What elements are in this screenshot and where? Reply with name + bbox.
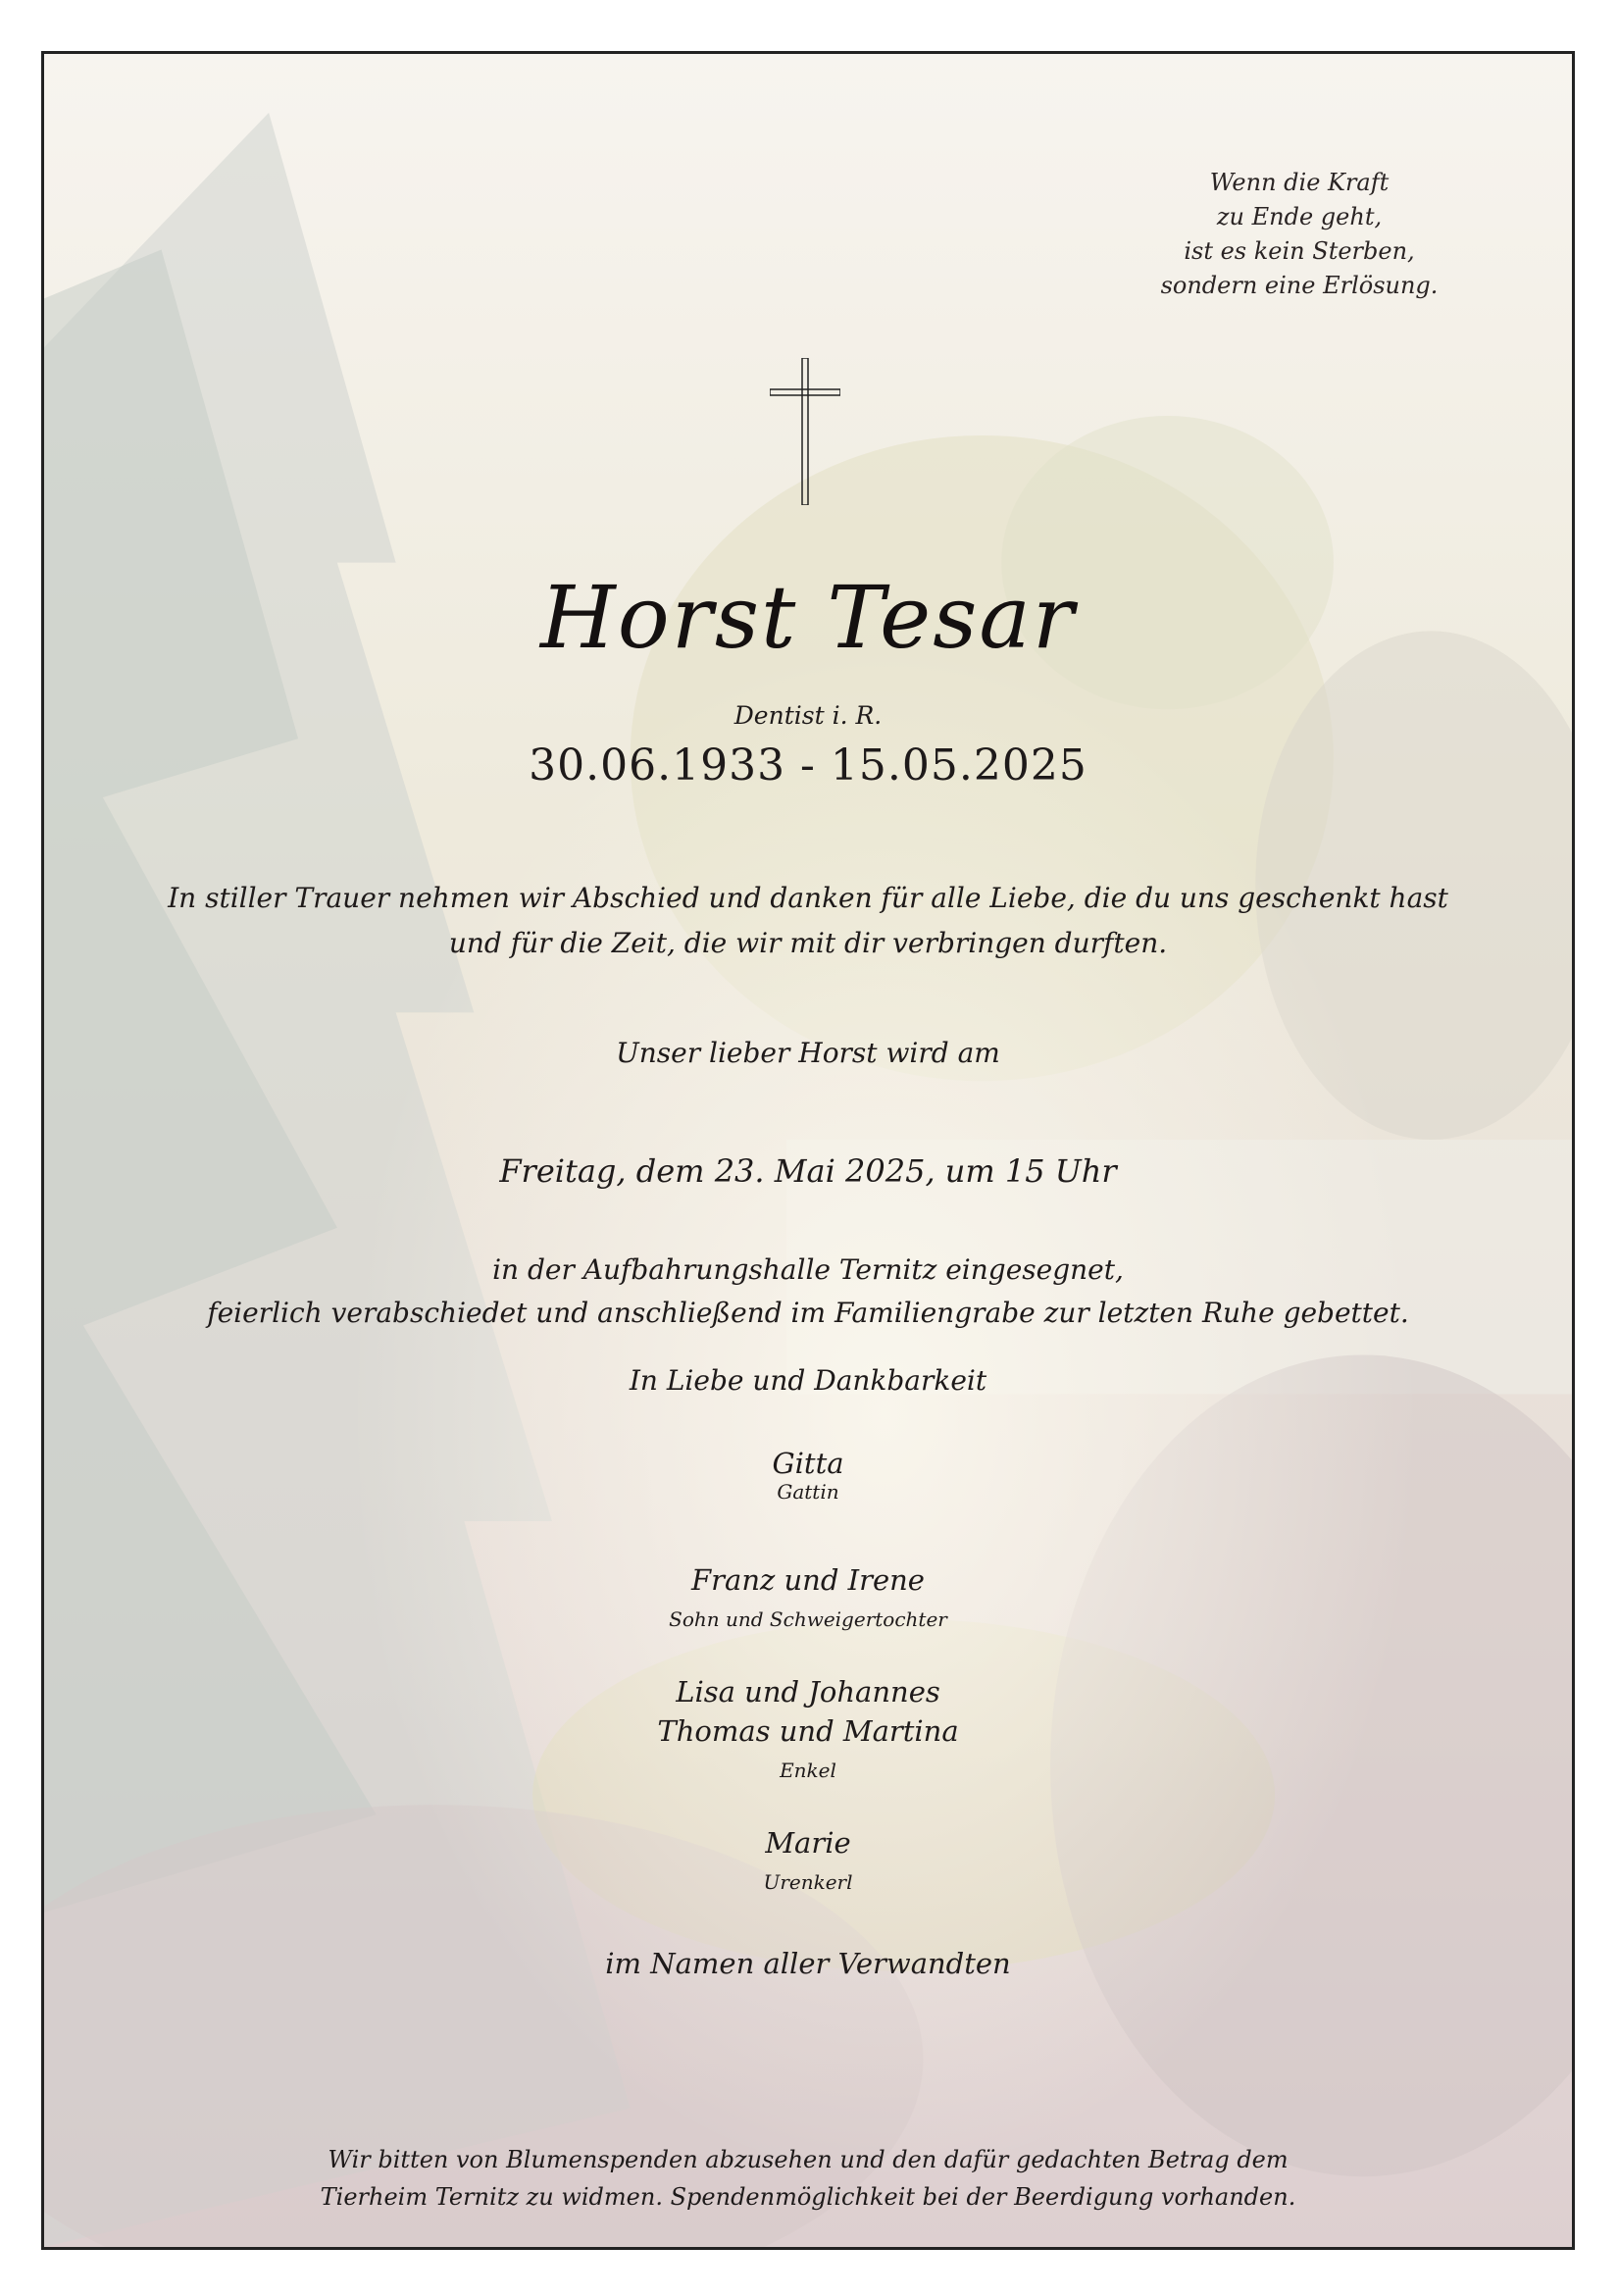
life-dates: 30.06.1933 - 15.05.2025 [529, 740, 1087, 791]
quote-line: zu Ende geht, [1216, 203, 1383, 230]
funeral-details [44, 1249, 1572, 1335]
deceased-name: Horst Tesar [540, 567, 1076, 668]
funeral-datetime: Freitag, dem 23. Mai 2025, um 15 Uhr [499, 1152, 1117, 1190]
cross-icon [770, 358, 840, 505]
mourner-name: Lisa und Johannes [676, 1675, 940, 1709]
mourner-relation: Sohn und Schweigertochter [669, 1607, 947, 1631]
mourner-group [44, 1560, 1572, 1639]
donation-line: Wir bitten von Blumenspenden abzusehen und den dafür gedachten Betrag dem [328, 2146, 1289, 2173]
mourner-name: Marie [765, 1826, 851, 1860]
donation-note [44, 2141, 1572, 2216]
intro-line: In stiller Trauer nehmen wir Abschied und danken für alle Liebe, die du uns geschenkt hast [168, 882, 1448, 914]
quote-line: Wenn die Kraft [1209, 169, 1390, 196]
quote-line: sondern eine Erlösung. [1160, 272, 1439, 299]
mourner-group [44, 1672, 1572, 1790]
funeral-intro: Unser lieber Horst wird am [616, 1037, 1000, 1069]
mourner-relation: Urenkerl [763, 1870, 853, 1894]
funeral-detail-line: feierlich verabschiedet und anschließend im Familiengrabe zur letzten Ruhe gebettet. [207, 1297, 1409, 1329]
deceased-title: Dentist i. R. [733, 701, 883, 730]
mourner-name: Gitta [772, 1447, 844, 1480]
intro-text [44, 876, 1572, 966]
mourners-heading: In Liebe und Dankbarkeit [629, 1364, 987, 1397]
mourner-name: Franz und Irene [691, 1563, 925, 1597]
mourner-name: Thomas und Martina [657, 1714, 959, 1748]
closing-line: im Namen aller Verwandten [605, 1947, 1011, 1980]
quote-line: ist es kein Sterben, [1184, 237, 1415, 265]
quote [1152, 166, 1446, 303]
funeral-detail-line: in der Aufbahrungshalle Ternitz eingesegnet, [492, 1253, 1124, 1286]
mourner-relation: Gattin [777, 1480, 839, 1504]
mourner-relation: Enkel [780, 1759, 836, 1782]
mourner-group [44, 1823, 1572, 1902]
donation-line: Tierheim Ternitz zu widmen. Spendenmöglichkeit bei der Beerdigung vorhanden. [320, 2183, 1296, 2211]
mourner-group [44, 1447, 1572, 1504]
intro-line: und für die Zeit, die wir mit dir verbringen durften. [448, 927, 1168, 959]
obituary-card [41, 51, 1575, 2250]
